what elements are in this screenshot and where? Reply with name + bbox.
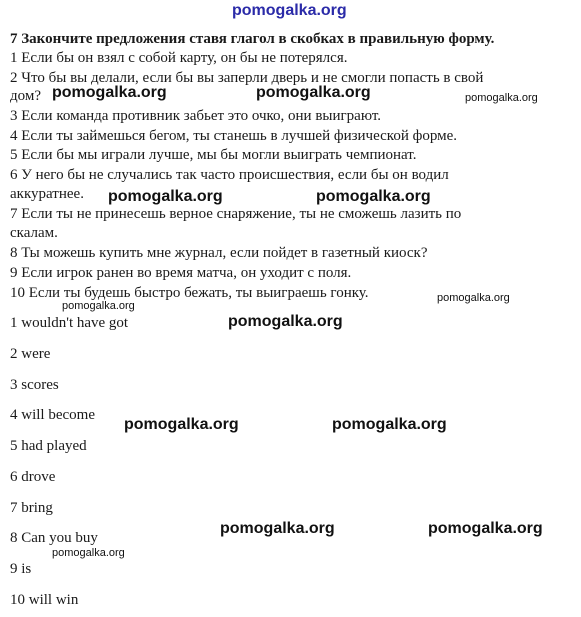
sentence-1: 1 Если бы он взял с собой карту, он бы не потерялся. xyxy=(10,50,348,66)
watermark: pomogalka.org xyxy=(52,547,125,559)
watermark: pomogalka.org xyxy=(256,84,371,101)
watermark: pomogalka.org xyxy=(332,416,447,433)
answer-7: 7 bring xyxy=(10,500,53,516)
watermark: pomogalka.org xyxy=(108,188,223,205)
sentence-7: 7 Если ты не принесешь верное снаряжение, ты не сможешь лазить по xyxy=(10,206,462,222)
sentence-3: 3 Если команда противник забьет это очко, они выиграют. xyxy=(10,108,382,124)
sentence-9: 9 Если игрок ранен во время матча, он уходит с поля. xyxy=(10,265,352,281)
answer-3: 3 scores xyxy=(10,377,59,393)
sentence-8: 8 Ты можешь купить мне журнал, если пойдет в газетный киоск? xyxy=(10,245,428,261)
sentence-2-cont: дом? xyxy=(10,88,41,104)
sentence-10: 10 Если ты будешь быстро бежать, ты выиграешь гонку. xyxy=(10,285,369,301)
answer-8: 8 Can you buy xyxy=(10,530,98,546)
watermark: pomogalka.org xyxy=(316,188,431,205)
watermark: pomogalka.org xyxy=(465,92,538,104)
watermark: pomogalka.org xyxy=(428,520,543,537)
watermark: pomogalka.org xyxy=(220,520,335,537)
task-heading: 7 Закончите предложения ставя глагол в скобках в правильную форму. xyxy=(10,31,495,47)
sentence-6-cont: аккуратнее. xyxy=(10,186,84,202)
watermark: pomogalka.org xyxy=(62,300,135,312)
sentence-4: 4 Если ты займешься бегом, ты станешь в лучшей физической форме. xyxy=(10,128,457,144)
answer-2: 2 were xyxy=(10,346,51,362)
sentence-5: 5 Если бы мы играли лучше, мы бы могли выиграть чемпионат. xyxy=(10,147,417,163)
watermark: pomogalka.org xyxy=(52,84,167,101)
answer-10: 10 will win xyxy=(10,592,79,608)
answer-5: 5 had played xyxy=(10,438,87,454)
sentence-7-cont: скалам. xyxy=(10,225,58,241)
answer-6: 6 drove xyxy=(10,469,56,485)
watermark: pomogalka.org xyxy=(437,292,510,304)
watermark: pomogalka.org xyxy=(228,313,343,330)
sentence-6: 6 У него бы не случались так часто происшествия, если бы он водил xyxy=(10,167,449,183)
watermark: pomogalka.org xyxy=(124,416,239,433)
answer-4: 4 will become xyxy=(10,407,95,423)
watermark-top: pomogalka.org xyxy=(232,2,347,19)
sentence-2: 2 Что бы вы делали, если бы вы заперли дверь и не смогли попасть в свой xyxy=(10,70,484,86)
answer-1: 1 wouldn't have got xyxy=(10,315,129,331)
answer-9: 9 is xyxy=(10,561,32,577)
